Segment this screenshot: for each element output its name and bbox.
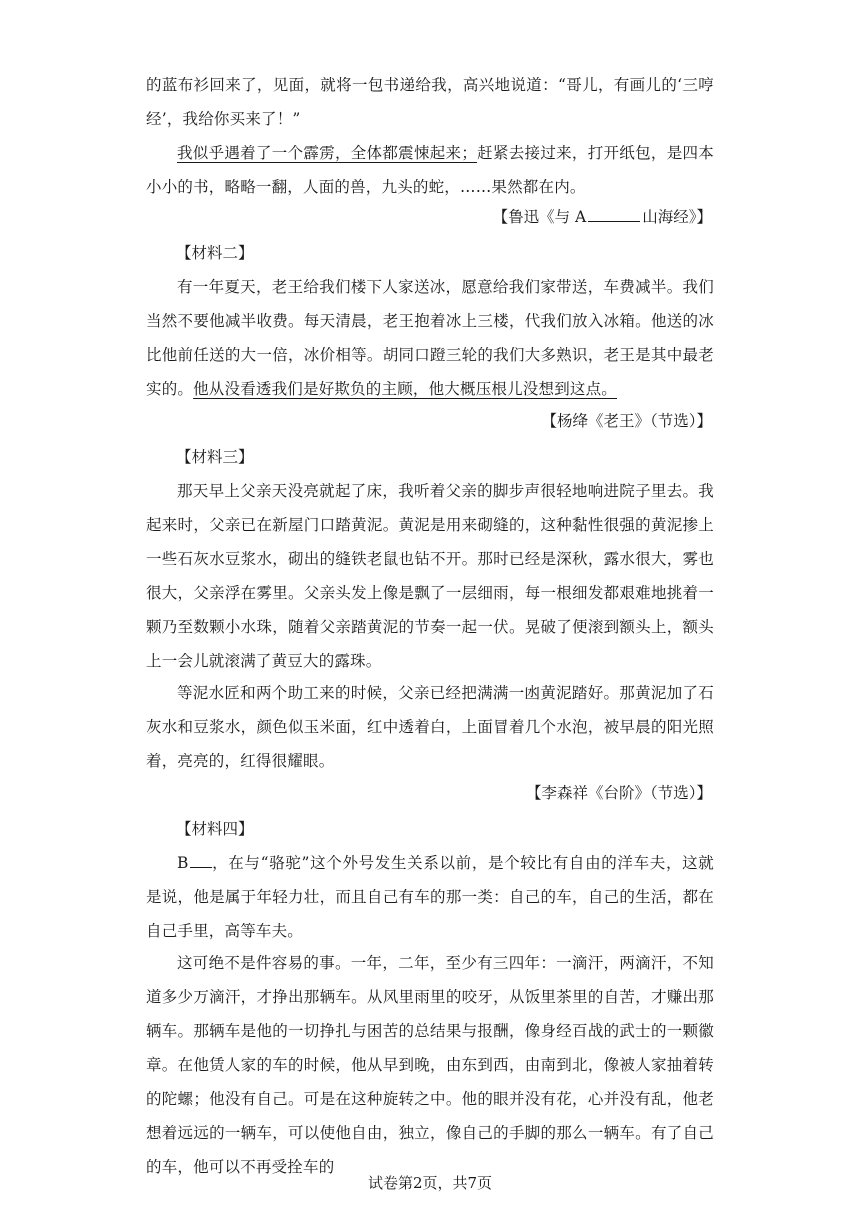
fill-in-blank-a: [588, 207, 640, 222]
paragraph-2-rest: 赶紧去接过来，打开纸包，是四本小小的书，略略一翻，人面的兽，九头的蛇，……果然都在内。: [146, 144, 714, 196]
citation-suffix: 山海经》】: [642, 208, 712, 226]
fill-in-blank-b: [190, 853, 212, 868]
material-4-heading: 【材料四】: [176, 820, 254, 838]
paragraph-1: 的蓝布衫回来了，见面，就将一包书递给我，高兴地说道：“哥儿，有画儿的‘三哼经’，我给你买来了！”: [146, 76, 714, 128]
underlined-sentence: 他从没看透我们是好欺负的主顾，他大概压根儿没想到这点。: [193, 380, 618, 398]
paragraph-7: 这可绝不是件容易的事。一年，二年，至少有三四年：一滴汗，两滴汗，不知道多少万滴汗，才挣出那辆车。从风里雨里的咬牙，从饭里茶里的自苦，才赚出那辆车。那辆车是他的一切挣扎与困苦的总结果与报酬，像身经百战的武士的一颗徽章。在他赁人家的车的时候，他从早到晚，由东到西，由南到北，像被人家抽着转的陀螺；他没有自己。可是在这种旋转之中。他的眼并没有花，心并没有乱，他老想着远远的一辆车，可以使他自由，独立，像自己的手脚的那么一辆车。有了自己的车，他可以不再受拴车的: [146, 954, 714, 1176]
underlined-sentence: 我似乎遇着了一个霹雳，全体都震悚起来；: [177, 144, 478, 162]
paragraph-6: [146, 846, 714, 948]
source-citation-2: 【杨绛《老王》（节选）】: [541, 412, 712, 430]
source-citation-1: [493, 200, 712, 234]
paragraph-3-plain: 有一年夏天，老王给我们楼下人家送冰，愿意给我们家带送，车费减半。我们当然不要他减半收费。每天清晨，老王抱着冰上三楼，代我们放入冰箱。他送的冰比他前任送的大一倍，冰价相等。胡同口蹬三轮的我们大多熟识，老王是其中最老实的。: [146, 278, 714, 398]
paragraph-3: [146, 270, 714, 406]
material-3-heading: 【材料三】: [176, 448, 254, 466]
page-footer: 试卷第2页，共7页: [367, 1174, 493, 1192]
paragraph-5: 等泥水匠和两个助工来的时候，父亲已经把满满一凼黄泥踏好。那黄泥加了石灰水和豆浆水，颜色似玉米面，红中透着白，上面冒着几个水泡，被早晨的阳光照着，亮亮的，红得很耀眼。: [146, 684, 714, 770]
material-2-heading: 【材料二】: [176, 244, 254, 262]
source-citation-3: 【李森祥《台阶》（节选）】: [525, 784, 712, 802]
paragraph-6-rest: ，在与“骆驼”这个外号发生关系以前，是个较比有自由的洋车夫，这就是说，他是属于年轻力壮，而且自己有车的那一类：自己的车，自己的生活，都在自己手里，高等车夫。: [146, 854, 714, 940]
blank-b-label: B: [177, 854, 189, 872]
paragraph-2: [146, 136, 714, 204]
citation-prefix: 【鲁迅《与 A: [492, 208, 587, 226]
paragraph-4: 那天早上父亲天没亮就起了床，我听着父亲的脚步声很轻地响进院子里去。我起来时，父亲已在新屋门口踏黄泥。黄泥是用来砌缝的，这种黏性很强的黄泥掺上一些石灰水豆浆水，砌出的缝铁老鼠也钻不开。那时已经是深秋，露水很大，雾也很大，父亲浮在雾里。父亲头发上像是飘了一层细雨，每一根细发都艰难地挑着一颗乃至数颗小水珠，随着父亲踏黄泥的节奏一起一伏。晃破了便滚到额头上，额头上一会儿就滚满了黄豆大的露珠。: [146, 482, 714, 670]
